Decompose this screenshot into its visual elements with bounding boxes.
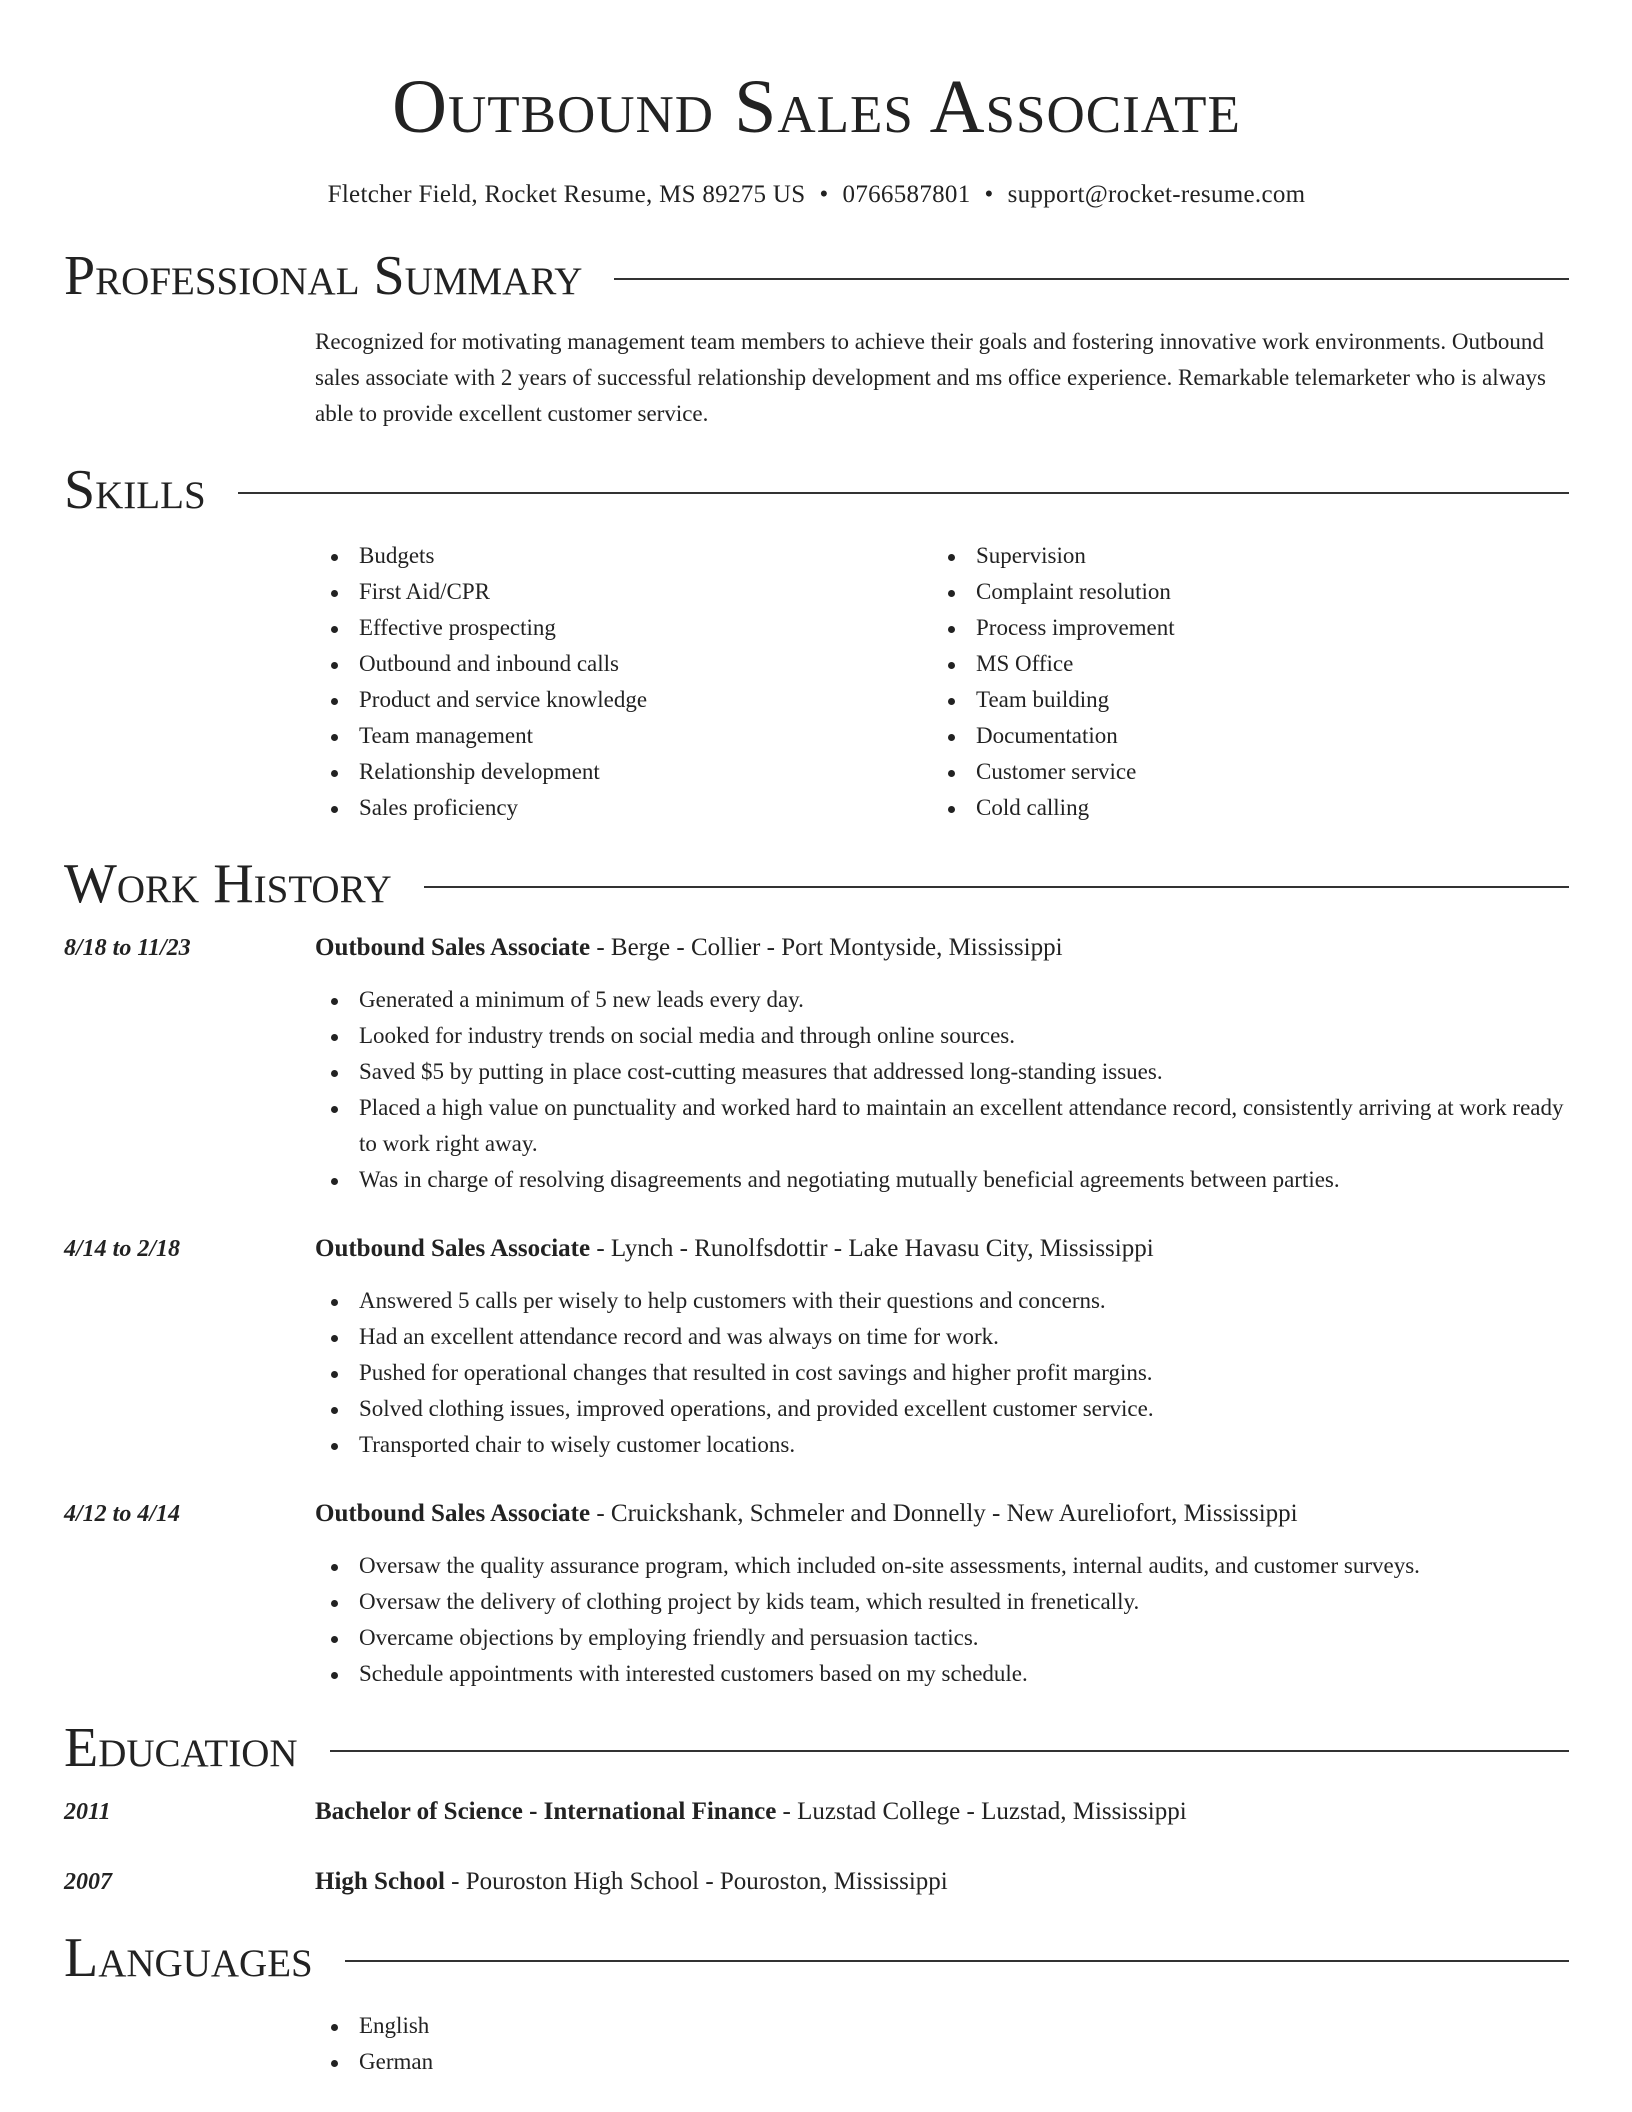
job-title: Outbound Sales Associate: [315, 1500, 591, 1527]
contact-phone: 0766587801: [842, 181, 971, 208]
section-rule: [330, 1750, 1569, 1752]
job-bullet: Oversaw the quality assurance program, which included on-site assessments, internal audits, and customer surveys.: [315, 1548, 1569, 1584]
contact-address: Fletcher Field, Rocket Resume, MS 89275 US: [327, 181, 806, 208]
job-entry: [64, 930, 1569, 1198]
job-dates: 4/14 to 2/18: [64, 1236, 181, 1262]
skill-item: Team management: [315, 718, 932, 754]
job-bullet: Schedule appointments with interested customers based on my schedule.: [315, 1656, 1569, 1692]
job-dates: 8/18 to 11/23: [64, 935, 191, 961]
skill-item: Cold calling: [932, 790, 1549, 826]
job-bullets: [315, 1283, 1569, 1463]
job-headline: [315, 930, 1569, 966]
job-details: - Lynch - Runolfsdottir - Lake Havasu City, Mississippi: [590, 1235, 1154, 1262]
contact-line: [64, 178, 1569, 212]
skill-item: Process improvement: [932, 610, 1549, 646]
resume-title: Outbound Sales Associate: [392, 65, 1241, 149]
job-entry: [64, 1496, 1569, 1692]
languages-list: [315, 2008, 1569, 2080]
skill-item: Supervision: [932, 538, 1549, 574]
skill-item: Team building: [932, 682, 1549, 718]
job-bullets: [315, 1548, 1569, 1692]
skill-item: Complaint resolution: [932, 574, 1549, 610]
contact-email: support@rocket-resume.com: [1007, 181, 1306, 208]
skill-item: Effective prospecting: [315, 610, 932, 646]
language-item: English: [315, 2008, 1569, 2044]
work-heading: Work History: [64, 853, 392, 915]
education-degree: High School: [315, 1868, 445, 1895]
job-bullet: Solved clothing issues, improved operations, and provided excellent customer service.: [315, 1391, 1569, 1427]
resume-page: [64, 0, 1569, 2080]
job-title: Outbound Sales Associate: [315, 1235, 591, 1262]
job-bullet: Transported chair to wisely customer locations.: [315, 1427, 1569, 1463]
job-bullets: [315, 982, 1569, 1198]
job-headline: [315, 1231, 1569, 1267]
job-title: Outbound Sales Associate: [315, 934, 591, 961]
job-headline: [315, 1496, 1569, 1532]
education-details: - Luzstad College - Luzstad, Mississippi: [776, 1798, 1187, 1825]
education-headline: [315, 1864, 1569, 1900]
job-dates: 4/12 to 4/14: [64, 1501, 181, 1527]
skills-column-right: [932, 538, 1549, 826]
job-bullet: Oversaw the delivery of clothing project by kids team, which resulted in frenetically.: [315, 1584, 1569, 1620]
education-section-header: [64, 1718, 1569, 1778]
job-bullet: Generated a minimum of 5 new leads every day.: [315, 982, 1569, 1018]
job-bullet: Was in charge of resolving disagreements and negotiating mutually beneficial agreements between parties.: [315, 1162, 1569, 1198]
skill-item: Documentation: [932, 718, 1549, 754]
education-details: - Pouroston High School - Pouroston, Mississippi: [444, 1868, 948, 1895]
education-heading: Education: [64, 1717, 298, 1779]
work-section-header: [64, 854, 1569, 914]
job-details: - Cruickshank, Schmeler and Donnelly - New Aureliofort, Mississippi: [590, 1500, 1298, 1527]
skills-heading: Skills: [64, 459, 206, 521]
skills-list: [315, 538, 1569, 826]
section-rule: [238, 492, 1569, 494]
summary-heading: Professional Summary: [64, 245, 583, 307]
job-bullet: Had an excellent attendance record and was always on time for work.: [315, 1319, 1569, 1355]
job-bullet: Placed a high value on punctuality and worked hard to maintain an excellent attendance record, consistently arriving at work ready to work right away.: [315, 1090, 1569, 1162]
skill-item: Product and service knowledge: [315, 682, 932, 718]
skill-item: MS Office: [932, 646, 1549, 682]
job-bullet: Answered 5 calls per wisely to help customers with their questions and concerns.: [315, 1283, 1569, 1319]
education-degree: Bachelor of Science - International Finance: [315, 1798, 777, 1825]
skills-column-left: [315, 538, 932, 826]
skill-item: Relationship development: [315, 754, 932, 790]
job-bullet: Looked for industry trends on social media and through online sources.: [315, 1018, 1569, 1054]
skill-item: Outbound and inbound calls: [315, 646, 932, 682]
education-year: 2011: [64, 1799, 111, 1825]
language-item: German: [315, 2044, 1569, 2080]
skill-item: Sales proficiency: [315, 790, 932, 826]
education-headline: [315, 1794, 1569, 1830]
summary-text: Recognized for motivating management team members to achieve their goals and fostering innovative work environments. Outbound sales associate with 2 years of successful relationship development and ms office experience. Remarkable telemarketer who is always able to provide excellent customer service.: [315, 329, 1546, 426]
languages-section-header: [64, 1928, 1569, 1988]
job-entry: [64, 1231, 1569, 1463]
skill-item: Budgets: [315, 538, 932, 574]
education-entry: [64, 1864, 1569, 1900]
languages-heading: Languages: [64, 1927, 313, 1989]
job-bullet: Saved $5 by putting in place cost-cutting measures that addressed long-standing issues.: [315, 1054, 1569, 1090]
section-rule: [424, 886, 1569, 888]
education-entry: [64, 1794, 1569, 1830]
section-rule: [614, 278, 1569, 280]
contact-separator: •: [984, 181, 994, 208]
section-rule: [345, 1960, 1569, 1962]
skill-item: First Aid/CPR: [315, 574, 932, 610]
contact-separator: •: [819, 181, 829, 208]
summary-section-header: [64, 246, 1569, 306]
skills-section-header: [64, 460, 1569, 520]
education-year: 2007: [64, 1869, 112, 1895]
job-details: - Berge - Collier - Port Montyside, Mississippi: [590, 934, 1063, 961]
job-bullet: Overcame objections by employing friendly and persuasion tactics.: [315, 1620, 1569, 1656]
job-bullet: Pushed for operational changes that resulted in cost savings and higher profit margins.: [315, 1355, 1569, 1391]
skill-item: Customer service: [932, 754, 1549, 790]
